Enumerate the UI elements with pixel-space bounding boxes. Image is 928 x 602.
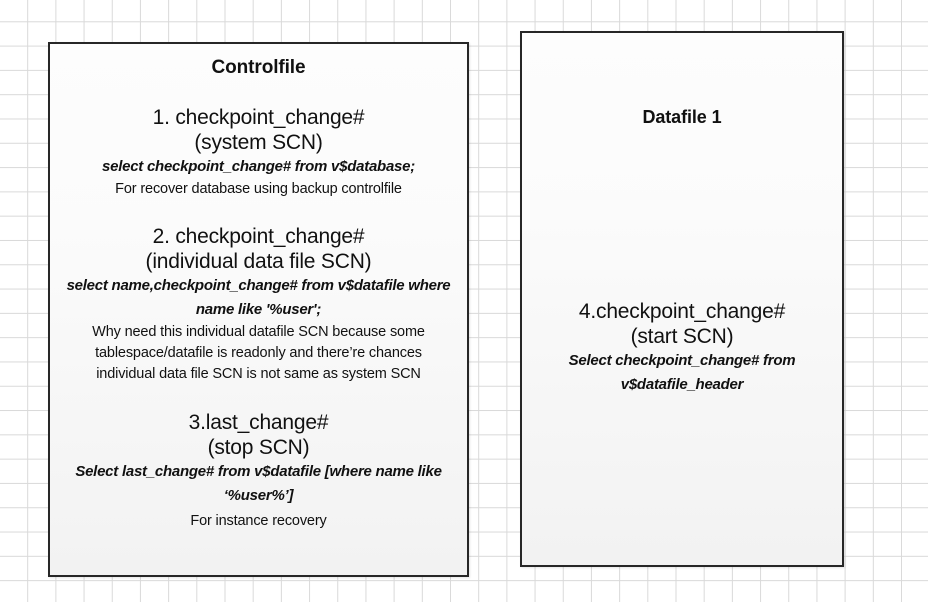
datafile-box[interactable] [520, 31, 844, 567]
controlfile-item-1 [50, 105, 467, 200]
item-4-subheading: (start SCN) [630, 325, 734, 348]
item-1-subheading: (system SCN) [194, 131, 323, 154]
item-4-sql-line-1: Select checkpoint_change# from [568, 352, 796, 369]
item-3-heading: 3.last_change# [188, 411, 329, 434]
item-1-sql-line-1: select checkpoint_change# from v$database; [102, 158, 415, 175]
item-4-sql-line-2: v$datafile_header [620, 376, 744, 393]
item-2-note-line-3: individual data file SCN is not same as system SCN [96, 366, 421, 382]
datafile-item-4 [522, 299, 842, 397]
controlfile-box[interactable] [48, 42, 469, 577]
item-3-note-line-1: For instance recovery [190, 513, 327, 529]
item-2-subheading: (individual data file SCN) [145, 250, 372, 273]
item-3-sql-line-2: ‘%user%’] [223, 487, 294, 504]
item-4-heading: 4.checkpoint_change# [578, 300, 786, 323]
item-2-note-line-1: Why need this individual datafile SCN because some [92, 324, 425, 340]
item-3-sql-line-1: Select last_change# from v$datafile [where name like [75, 463, 442, 480]
item-3-subheading: (stop SCN) [207, 436, 310, 459]
item-2-sql-line-1: select name,checkpoint_change# from v$datafile where [66, 277, 451, 294]
controlfile-item-3 [50, 410, 467, 532]
item-1-note-line-1: For recover database using backup controlfile [115, 181, 402, 197]
controlfile-box-title: Controlfile [211, 57, 306, 78]
item-2-note-line-2: tablespace/datafile is readonly and there’re chances [95, 345, 422, 361]
datafile-box-title: Datafile 1 [642, 107, 722, 127]
controlfile-item-2 [50, 224, 467, 385]
item-2-sql-line-2: name like '%user'; [195, 301, 322, 318]
item-1-heading: 1. checkpoint_change# [152, 106, 365, 129]
item-2-heading: 2. checkpoint_change# [152, 225, 365, 248]
